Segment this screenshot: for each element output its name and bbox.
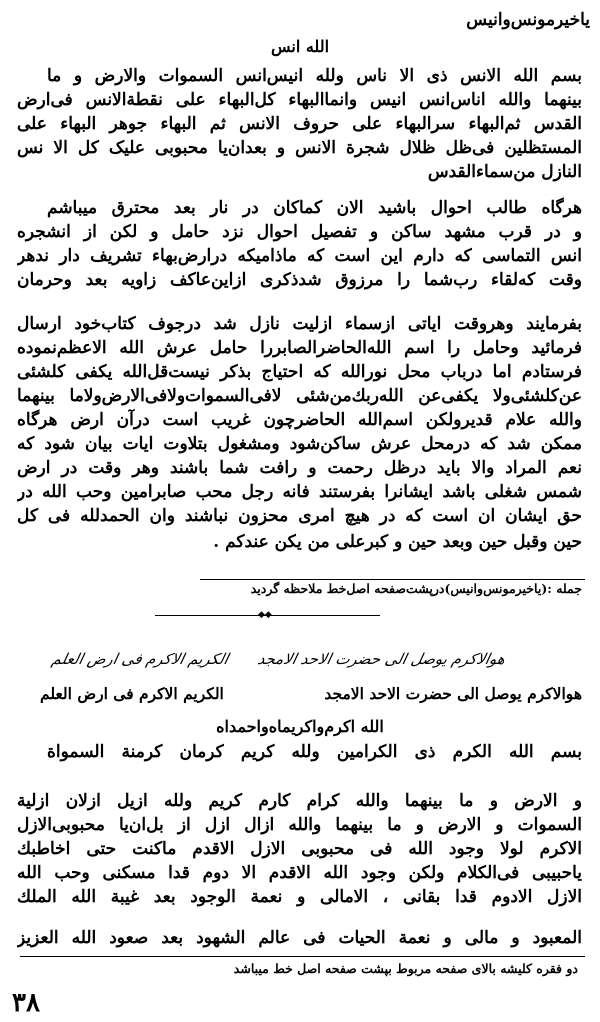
footnote-2: دو فقره كلیشه بالای صفحه مربوط بپشت صفحه اصل خط میباشد — [233, 961, 578, 976]
ornament-icon: ◆◆ — [258, 610, 272, 620]
text-line: والله علام قدیرولكن اسم‌الله الحاضرچون غریب است درآن ارض هرگاه — [17, 410, 582, 430]
running-header: یاخیرمونس‌وانیس — [466, 10, 590, 30]
page-number: ۳۸ — [12, 988, 40, 1018]
text-line: بسم الله الانس ذی الا ناس ولله انیس‌انس السموات والارض و ما — [47, 66, 582, 86]
text-line: بینهما والله اناس‌انس انیس وانماالبهاء كل‌البهاء علی نقطة‌الانس فی‌ارض — [17, 90, 582, 110]
footnote-rule — [20, 956, 585, 957]
text-line: حق ایشان ان است كه در هیچ امری محزون نباشند وان الحمدلله فی كل — [17, 506, 582, 526]
text-line: و در قرب مشهد ساكن و تفصیل احوال نزد حامل و لكن از انشجره — [17, 222, 582, 242]
section2-heading: الله اكرم‌واكریماه‌واحمداه — [216, 717, 384, 736]
section1-heading: الله انس — [270, 37, 330, 56]
text-line: بفرمایند وهروقت ایاتی ازسماء ازلیت نازل شد درجوف كتاب‌خود ارسال — [17, 314, 582, 334]
caption-right: هوالاكرم یوصل الی حضرت الاحد الامجد — [324, 684, 582, 703]
text-line: انس التماسی كه دارم این است كه ماذامیكه درارض‌بهاء تشریف دار ندهر — [17, 246, 582, 266]
caption-left: الكریم الاكرم فی ارض العلم — [40, 684, 224, 703]
text-line: عن‌كلشئی‌ولا یكفی‌عن الله‌ربك‌من‌شئی لافی‌السموات‌ولافی‌الارض‌ولاما بینهما — [17, 386, 582, 406]
text-line: حین وقبل حین وبعد حین و كبرعلی من یكن عندكم . — [213, 532, 582, 552]
text-line: و الارض و ما بینهما والله كرام كارم كریم ولله ازیل ازلان ازلیة — [17, 791, 582, 811]
text-line: یاحبیبی فی‌الكلام ولكن وجود الله الاقدم الا دوم قدا مسكنی وحب الله — [17, 863, 582, 883]
text-line: نعم المراد والا باید درظل رحمت و رافت شما باشند وهر وقت در ارض — [17, 458, 582, 478]
text-line: ممكن شد كه درمحل عرش ساكن‌شود ومشغول بتلاوت ایات بیان شود كه — [17, 434, 582, 454]
text-line: فرمائید وحامل را اسم الله‌الحاضرالصابررا حامل عرش الله الاعظم‌نموده — [17, 338, 582, 358]
text-line: شمس شغلی باشد ایشانرا بفرستند فانه رجل محب صابرامین وحب الله در — [17, 482, 582, 502]
text-line: القدس ثم‌البهاء سرالبهاء علی حروف الانس ثم البهاء جوهر البهاء علی — [17, 114, 582, 134]
text-line: الازل الادوم قدا بقانی ، الامالی و نعمة الوجود بعد غیبة الله الملك — [17, 887, 582, 907]
text-line: فرستادم اما درباب محل نورالله كه احتیاج بذكر نیست‌قل‌الله یكفی كلشئی — [17, 362, 582, 382]
text-line: وقت كه‌لقاء رب‌شما را مرزوق شدذكری ازاین‌عاكف زاویه بعد وحرمان — [17, 270, 582, 290]
calligraphy-left: الكریم الاكرم فی ارض العلم — [50, 650, 231, 668]
text-line: النازل من‌سماء‌القدس — [427, 162, 582, 182]
text-line: السموات و الارض و ما بینهما والله ازال ازل از بل‌ان‌یا محبوبی‌الازل — [17, 815, 582, 835]
text-line: بسم الله الكرم ذی الكرامین ولله كریم كرمان كرمنة السمواة — [47, 742, 582, 762]
text-line: الاكرم لولا وجود الله فی محبوبی الازل الاقدم ماكنت حتی اخاطبك — [17, 839, 582, 859]
footnote-1: جمله :(یاخیرمونس‌وانیس)درپشت‌صفحه اصل‌خط ملاحظه گردید — [250, 581, 582, 596]
text-line: المستظلین فی‌ظل ظلال شجرة الانس و بعدان‌یا محبوبی علیک کل الا نس — [17, 138, 582, 158]
calligraphy-right: هوالاكرم یوصل الی حضرت الاحد الامجد — [256, 650, 507, 668]
text-line: المعبود و مالی و نعمة الحیات فی عالم الشهود بعد صعود الله العزیز — [17, 928, 582, 948]
text-line: هرگاه طالب احوال باشید الان كماكان در نار بعد محترق میباشم — [47, 198, 582, 218]
